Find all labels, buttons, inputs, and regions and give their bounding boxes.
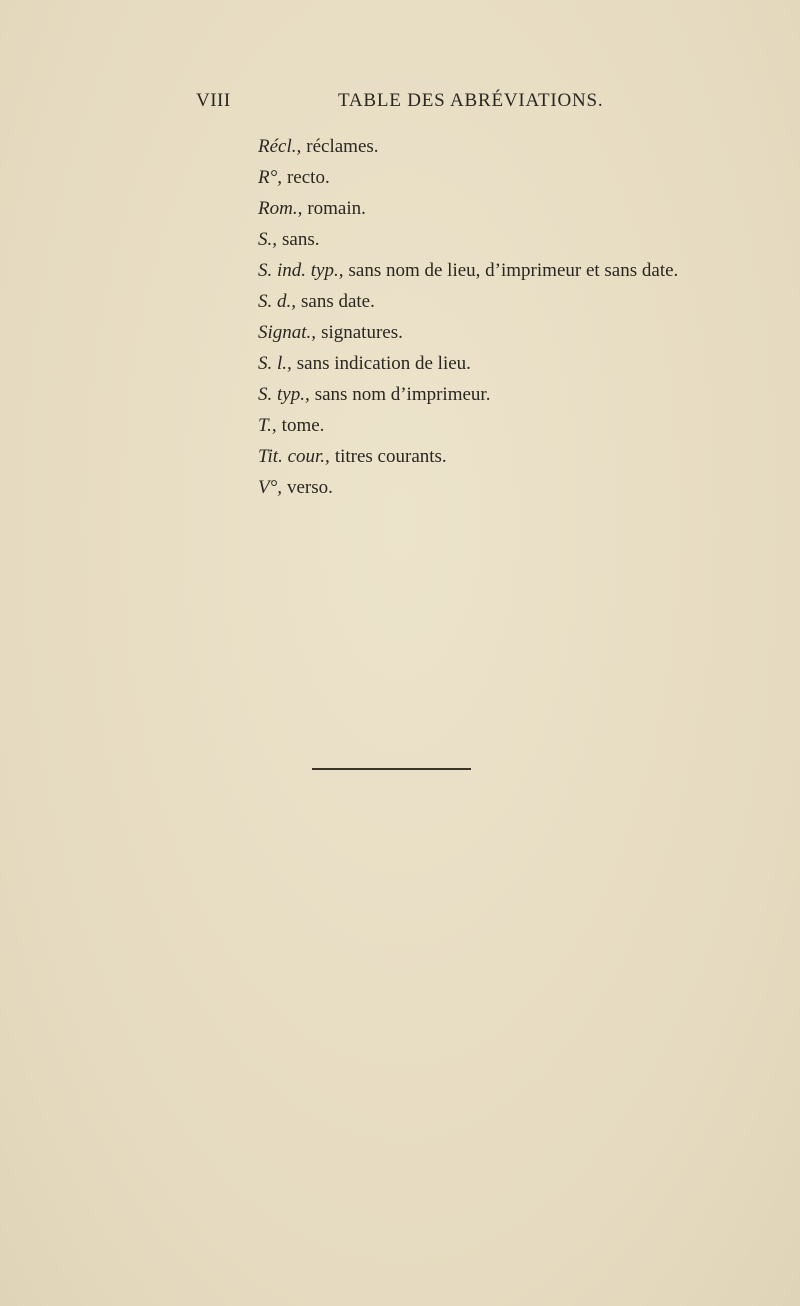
abbreviation-entry [258, 224, 778, 255]
abbreviation: T., [258, 415, 277, 436]
abbreviation-entry [258, 441, 778, 472]
abbreviation: Signat., [258, 322, 317, 343]
abbreviation-list [258, 131, 778, 503]
abbreviation-entry [258, 472, 778, 503]
abbreviation-entry [258, 193, 778, 224]
page-header [0, 90, 800, 116]
abbreviation-entry [258, 317, 778, 348]
abbreviation-meaning: sans indication de lieu. [296, 353, 471, 374]
abbreviation-meaning: verso. [286, 477, 333, 498]
running-title: TABLE DES ABRÉVIATIONS. [338, 90, 604, 111]
abbreviation-meaning: titres courants. [334, 446, 447, 467]
abbreviation: S. l., [258, 353, 292, 374]
abbreviation-entry [258, 379, 778, 410]
abbreviation-meaning: sans date. [301, 291, 375, 312]
abbreviation-meaning: sans nom de lieu, d’imprimeur et sans date. [348, 260, 679, 281]
abbreviation: S. d., [258, 291, 296, 312]
abbreviation-meaning: sans nom d’imprimeur. [314, 384, 491, 405]
page-number: VIII [196, 90, 231, 111]
abbreviation: S., [258, 229, 277, 250]
abbreviation-entry [258, 162, 778, 193]
abbreviation-entry [258, 286, 778, 317]
abbreviation-meaning: sans. [282, 229, 320, 250]
abbreviation: Rom., [258, 198, 303, 219]
abbreviation: S. ind. typ., [258, 260, 344, 281]
abbreviation-entry [258, 255, 778, 286]
abbreviation-meaning: recto. [286, 167, 330, 188]
abbreviation-entry [258, 348, 778, 379]
abbreviation: Tit. cour., [258, 446, 330, 467]
abbreviation-entry [258, 410, 778, 441]
abbreviation-meaning: signatures. [321, 322, 403, 343]
abbreviation-meaning: tome. [281, 415, 325, 436]
abbreviation: S. typ., [258, 384, 310, 405]
abbreviation-entry [258, 131, 778, 162]
section-end-rule [312, 768, 471, 770]
abbreviation: V°, [258, 477, 282, 498]
abbreviation-meaning: réclames. [306, 136, 379, 157]
abbreviation: R°, [258, 167, 282, 188]
abbreviation-meaning: romain. [307, 198, 366, 219]
abbreviation: Récl., [258, 136, 302, 157]
